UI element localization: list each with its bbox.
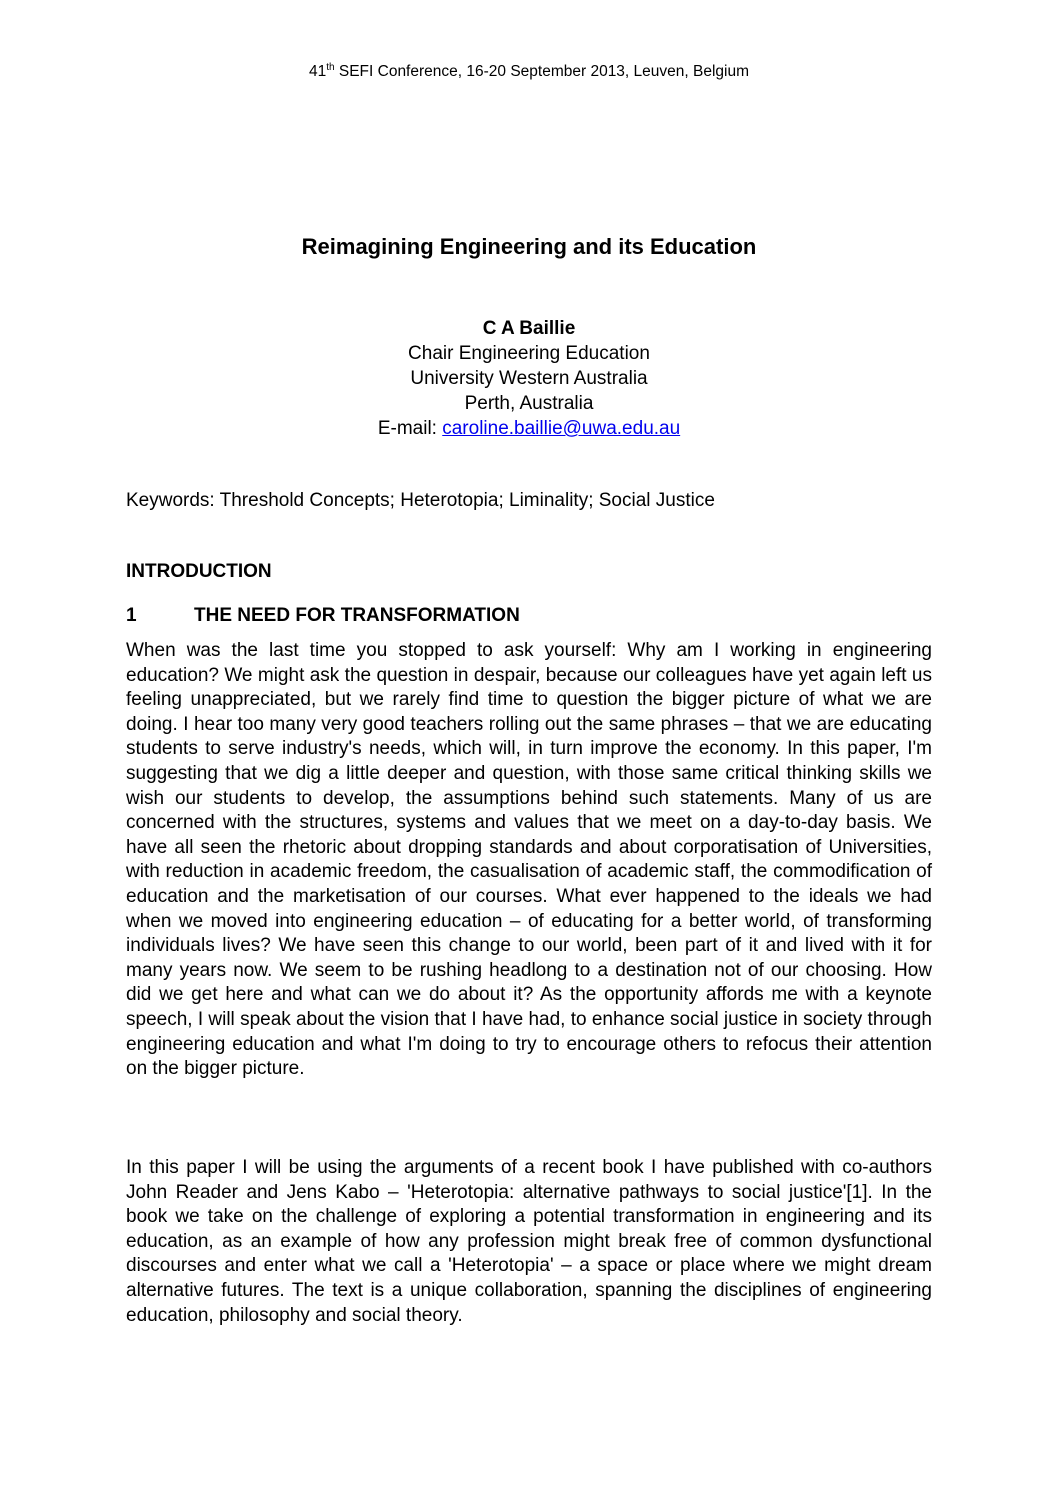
edition-superscript: th: [326, 62, 335, 73]
section-number: 1: [126, 605, 137, 626]
conference-line: SEFI Conference, 16-20 September 2013, Leuven, Belgium: [334, 63, 750, 80]
edition-number: 41: [308, 63, 327, 80]
email-link[interactable]: caroline.baillie@uwa.edu.au: [442, 418, 681, 439]
body-paragraph: In this paper I will be using the arguments of a recent book I have published with co-authors John Reader and Jens Kabo – 'Heterotopia: alternative pathways to social justice'[1]. In the book we take on the challenge of exploring a potential transformation in engineering and its education, as an example of how any profession might break free of common dysfunctional discourses and enter what we call a 'Heterotopia' – a space or place where we might dream alternative futures. The text is a unique collaboration, spanning the disciplines of engineering education, philosophy and social theory.: [126, 1157, 932, 1326]
author-affiliation-chair: Chair Engineering Education: [408, 343, 650, 364]
author-email-line: [0, 416, 1058, 441]
email-label: E-mail:: [377, 418, 443, 439]
author-name: C A Baillie: [482, 318, 576, 339]
author-affiliation-university: University Western Australia: [410, 368, 648, 389]
author-location: Perth, Australia: [464, 393, 594, 414]
paper-title: Reimagining Engineering and its Education: [301, 234, 757, 259]
body-paragraph: When was the last time you stopped to ask yourself: Why am I working in engineering education? We might ask the question in despair, because our colleagues have yet again left us feeling unappreciated, but we rarely find time to question the bigger picture of what we are doing. I hear too many very good teachers rolling out the same phrases – that we are educating students to serve industry's needs, which will, in turn improve the economy. In this paper, I'm suggesting that we dig a little deeper and question, with those same critical thinking skills we wish our students to develop, the assumptions behind such statements. Many of us are concerned with the structures, systems and values that we meet on a day-to-day basis. We have all seen the rhetoric about dropping standards and about corporatisation of Universities, with reduction in academic freedom, the casualisation of academic staff, the commodification of education and the marketisation of our courses. What ever happened to the ideals we had when we moved into engineering education – of educating for a better world, of transforming individuals lives? We have seen this change to our world, been part of it and lived with it for many years now. We seem to be rushing headlong to a destination not of our choosing. How did we get here and what can we do about it? As the opportunity affords me with a keynote speech, I will speak about the vision that I have had, to enhance social justice in society through engineering education and what I'm doing to try to encourage others to refocus their attention on the bigger picture.: [126, 640, 932, 1080]
section-title: THE NEED FOR TRANSFORMATION: [194, 605, 520, 626]
running-header: [0, 62, 1058, 82]
author-block: [0, 316, 1058, 441]
introduction-heading: INTRODUCTION: [126, 561, 272, 582]
keywords: Keywords: Threshold Concepts; Heterotopia; Liminality; Social Justice: [126, 490, 715, 511]
section-heading: [126, 603, 520, 628]
